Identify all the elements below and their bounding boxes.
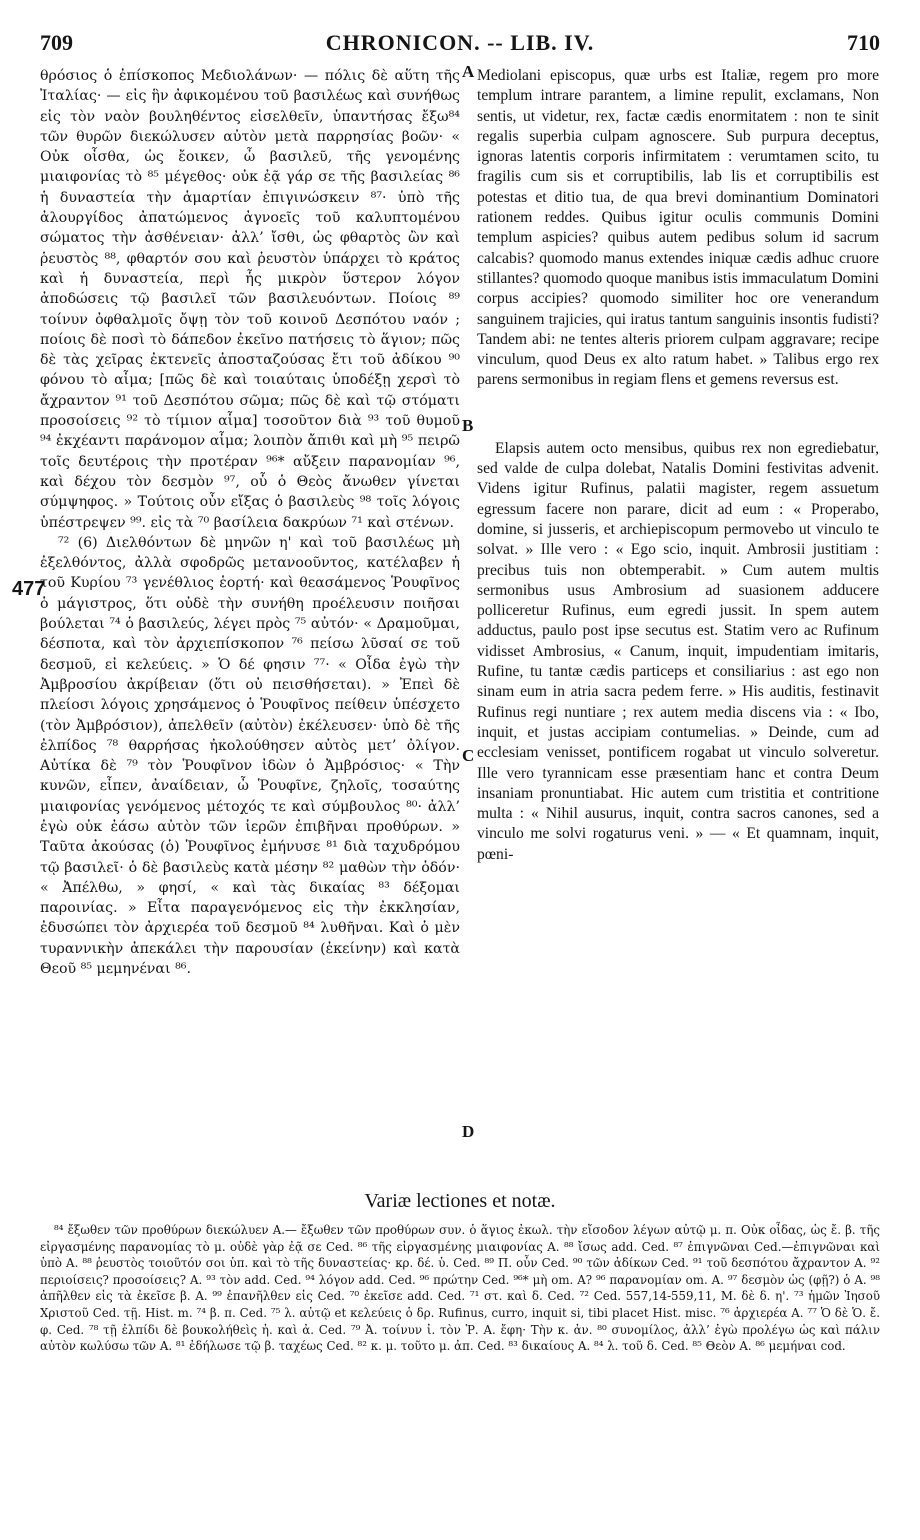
margin-marker-b: B [462,416,474,435]
latin-paragraph-1: Mediolani episcopus, quæ urbs est Italiæ, regem pro more templum intrare parantem, a limine repulit, exclamans, Non sentis, ut videtur, rex, factæ cædis enormitatem : non te sinit regalis superbia culpam agnoscere. Sub purpura deceptus, ignoras latentis corporis infirmitatem : verumtamen scito, tu fragilis cum sis et corruptibilis, lab lis et corruptibilis est potestas et ditio tua, de qua brevi dominantium Dominatori rationem reddes. Quibus igitur oculis communis Domini templum aspicies? quibus autem pedibus solum id sacrum calcabis? quomodo manus extendes iniquæ cædis adhuc cruore stillantes? quomodo quoque manibus istis immaculatum Domini corpus accipies? quomodo similiter hoc ore venerandum sanguinem trajicies, qui iratus tantum sanguinis insontis fudisti? Tandem abi: ne tentes alteris priorem culpam aggravare; recipe vinculum, quod Deus ex alto ratum habet. » Talibus ergo rex parens sermonibus in regiam flens et gemens reversus est. [477,67,879,389]
running-title: CHRONICON. -- LIB. IV. [325,30,595,55]
notes-block [40,1222,880,1355]
greek-paragraph-1: θρόσιος ὁ ἐπίσκοπος Μεδιολάνων· — πόλις δὲ αὕτη τῆς Ἰταλίας· — εἰς ἣν ἀφικομένου τοῦ βασιλέως καὶ συνήθως εἰς τὸν ναὸν βουληθέντος εἰσελθεῖν, ὑπαντήσας ἔξω⁸⁴ τῶν θυρῶν διεκώλυσεν αὐτὸν μετὰ παρρησίας βοῶν· « Οὐκ οἶσθα, ὡς ἔοικεν, ὦ βασιλεῦ, τῆς γενομένης μιαιφονίας τὸ ⁸⁵ μέγεθος· οὐκ ἐᾷ γάρ σε τῆς βασιλείας ⁸⁶ ἡ δυναστεία τὴν ἁμαρτίαν ἐπιγινώσκειν ⁸⁷· ὑπὸ τῆς ἀλουργίδος ἀπατώμενος ἀγνοεῖς τοῦ καλυπτομένου σώματος τὴν ἀσθένειαν· ἀλλ’ ἴσθι, ὡς φθαρτὸς ὢν καὶ ῥευστὸς ⁸⁸, φθαρτόν σου καὶ ῥευστὸν ὑπάρχει τὸ κράτος καὶ ἡ δυναστεία, περὶ ἧς μικρὸν ὕστερον λόγον ἀποδώσεις τῷ βασιλεῖ τῶν βασιλευόντων. Ποίοις ⁸⁹ τοίνυν ὀφθαλμοῖς ὄψῃ τὸν τοῦ κοινοῦ Δεσπότου ναόν ; ποίοις δὲ ποσὶ τὸ δάπεδον ἐκεῖνο πατήσεις τὸ ἅγιον; πῶς δὲ τὰς χεῖρας ἐκτενεῖς ἀποσταζούσας ἔτι τοῦ ἀδίκου ⁹⁰ φόνου τὸ αἷμα; [πῶς δὲ καὶ τοιαύταις ὑποδέξῃ χερσὶ τὸ ἄχραντον ⁹¹ τοῦ Δεσπότου σῶμα; πῶς δὲ καὶ τῷ στόματι προσοίσεις ⁹² τὸ τίμιον αἷμα] τοσοῦτον διὰ ⁹³ τοῦ θυμοῦ ⁹⁴ ἐκχέαντι παράνομον αἷμα; λοιπὸν ἄπιθι καὶ μὴ ⁹⁵ πειρῶ τοῖς δευτέροις τὴν προτέραν ⁹⁶* αὔξειν παρανομίαν ⁹⁶, καὶ δέχου τὸν δεσμὸν ⁹⁷, οὗ ὁ Θεὸς ἄνωθεν γίνεται σύμψηφος. » Τούτοις οὖν εἴξας ὁ βασιλεὺς ⁹⁸ τοῖς λόγοις ὑπέστρεψεν ⁹⁹. εἰς τὰ ⁷⁰ βασίλεια δακρύων ⁷¹ καὶ στένων. [40,68,460,531]
margin-marker-d: D [462,1122,475,1141]
notes-text: ⁸⁴ ἔξωθεν τῶν προθύρων διεκώλυεν A.— ἔξωθεν τῶν προθύρων συν. ὁ ἅγιος ἐκωλ. τὴν εἴσοδον λέγων αὐτῷ μ. π. Οὐκ οἶδας, ὡς ἔ. β. τῆς εἰργασμένης παρανομίας τὸ μ. οὐδὲ γὰρ ἐᾷ σε Ced. ⁸⁶ τῆς εἰργασμένης μιαιφονίας A. ⁸⁸ ἴσως add. Ced. ⁸⁷ ἐπιγνῶναι Ced.—ἐπιγνῶναι καὶ ὑπὸ A. ⁸⁸ ῥευστὸς τοιοῦτόν σοι ὑπ. καὶ τὸ τῆς δυναστείας· κρ. δέ. ὑ. Ced. ⁸⁹ Π. οὖν Ced. ⁹⁰ τῶν ἀδίκων Ced. ⁹¹ τοῦ δεσπότου ἄχραντον A. ⁹² περιοίσεις? προσοίσεις? A. ⁹³ τὸν add. Ced. ⁹⁴ λόγον add. Ced. ⁹⁶ πρώτην Ced. ⁹⁶* μὴ om. A? ⁹⁶ παρανομίαν om. A. ⁹⁷ δεσμὸν ὡς (φῇ?) ὁ A. ⁹⁸ ἀπῆλθεν εἰς τὰ ἐκεῖσε β. A. ⁹⁹ ἐπανῆλθεν εἰς Ced. ⁷⁰ ἐκεῖσε add. Ced. ⁷¹ στ. καὶ δ. Ced. ⁷² Ced. 557,14-559,11, M. δὲ δ. η'. ⁷³ ἡμῶν Ἰησοῦ Χριστοῦ Ced. τῇ. Hist. m. ⁷⁴ β. π. Ced. ⁷⁵ λ. αὐτῷ et κελεύεις ὁ δρ. Rufinus, curro, inquit si, tibi placet Hist. misc. ⁷⁶ ἀρχιερέα A. ⁷⁷ Ὁ δὲ Ὁ. ἔ. φ. Ced. ⁷⁸ τῇ ἐλπίδι δὲ βουκολήθεὶς ἠ. καὶ ἀ. Ced. ⁷⁹ Ἀ. τοίνυν ἰ. τὸν Ῥ. A. ἔφη· Τὴν κ. ἀν. ⁸⁰ συνομίλος, ἀλλ’ ἐγὼ προλέγω ὡς καὶ πάλιν αὐτὸν κωλύσω τῶν A. ⁸¹ ἐδήλωσε τῷ β. ταχέως Ced. ⁸² κ. μ. τοῦτο μ. ἀπ. Ced. ⁸³ δικαίους A. ⁸⁴ λ. τοῦ δ. Ced. ⁸⁵ Θεὸν A. ⁸⁶ μεμήναι cod. [40,1223,880,1354]
latin-paragraph-2: Elapsis autem octo mensibus, quibus rex non egrediebatur, sed valde de culpa dolebat, Natalis Domini festivitas advenit. Videns igitur Rufinus, palatii magister, regem assuetum egressum facere non parare, dicit ad eum : « Properabo, domine, si jusseris, et archiepiscopum permovebo ut vinculo te solvat. » Ille vero : « Ego scio, inquit. Ambrosii justitiam : precibus tuis non obtemperabit. » Cum autem multis sermonibus usus Ambrosium ad suasionem adducere polliceretur Rufinus, eum egredi jussit. In spem autem adductus, paulo post ipse secutus est. Statim vero ac Rufinum vidisset Ambrosius, « Canum, inquit, impudentiam imitaris, Rufine, tu tantæ cædis particeps et consiliarius : ast ego non sinam eum in atria sacra pedem ferre. » His auditis, festinavit Rufinus regi nuntiare ; rex autem media discens via : « Ibo, inquit, et justas accipiam contumelias. » Deinde, cum ad ecclesiam venisset, pontificem rogabat ut vinculo solveretur. Ille vero tyrannicam esse præsentiam hanc et contra Deum insaniam pronuntiabat. Hic autem cum tristitia et contritione multa : « Nihil ausurus, inquit, contra sacros canones, sed a vinculo me solvi rogaturus veni. » — « Et quamnam, inquit, pœni- [477,439,879,863]
page-number-left: 709 [40,30,73,55]
notes-heading: Variæ lectiones et notæ. [364,1190,556,1212]
greek-paragraph-2: ⁷² (6) Διελθόντων δὲ μηνῶν η' καὶ τοῦ βασιλέως μὴ ἐξελθόντος, ἀλλὰ σφοδρῶς μετανοοῦντος, κατέλαβεν ἡ τοῦ Κυρίου ⁷³ γενέθλιος ἑορτή· καὶ θεασάμενος Ῥουφῖνος ὁ μάγιστρος, ὅτι οὐδὲ τὴν συνήθη προέλευσιν ποιῆσαι βούλεται ⁷⁴ ὁ βασιλεύς, λέγει πρὸς ⁷⁵ αὐτόν· « Δραμοῦμαι, δέσποτα, καὶ τὸν ἀρχιεπίσκοπον ⁷⁶ πείσω λῦσαί σε τοῦ δεσμοῦ, εἰ κελεύεις. » Ὁ δέ φησιν ⁷⁷· « Οἶδα ἐγὼ τὴν Ἀμβροσίου ἀκρίβειαν (ὅτι οὐ πεισθήσεται). » Ἐπεὶ δὲ πλείοσι λόγοις χρησάμενος ὁ Ῥουφῖνος πείθειν ὑπέσχετο (τὸν Ἀμβρόσιον), ἀπελθεῖν (αὐτὸν) ἐκέλευσεν· ὑπὸ δὲ τῆς ἐλπίδος ⁷⁸ θαρρήσας ἠκολούθησεν αὐτὸς μετ’ ὀλίγον. Αὐτίκα δὲ ⁷⁹ τὸν Ῥουφῖνον ἰδὼν ὁ Ἀμβρόσιος· « Τὴν κυνῶν, εἶπεν, ἀναίδειαν, ὦ Ῥουφῖνε, ζηλοῖς, τοσαύτης μιαιφονίας γενόμενος μέτοχός τε καὶ σύμβουλος ⁸⁰· ἀλλ’ ἐγὼ οὐκ ἐάσω αὐτὸν τῶν ἱερῶν ἐπιβῆναι προθύρων. » Ταῦτα ἀκούσας (ὁ) Ῥουφῖνος ἐμήνυσε ⁸¹ διὰ ταχυδρόμου τῷ βασιλεῖ· ὁ δὲ βασιλεὺς κατὰ μέσην ⁸² μαθὼν τὴν ὁδόν· « Ἀπέλθω, » φησί, « καὶ τὰς δικαίας ⁸³ δέξομαι παροινίας. » Εἶτα παραγενόμενος εἰς τὴν ἐκκλησίαν, ἐδυσώπει τὸν ἀρχιερέα τοῦ δεσμοῦ ⁸⁴ λυθῆναι. Καὶ ὁ μὲν τυραννικὴν ἀπεκάλει τὴν παρουσίαν (ἐκείνην) καὶ κατὰ Θεοῦ ⁸⁵ μεμηνέναι ⁸⁶. [40,534,460,978]
margin-marker-c: C [462,746,475,765]
running-header [40,30,880,60]
greek-column [40,66,460,979]
margin-marker-a: A [462,62,475,81]
latin-column [477,66,879,865]
page-ref-number: 477 [12,578,46,600]
page-number-right: 710 [846,30,880,55]
